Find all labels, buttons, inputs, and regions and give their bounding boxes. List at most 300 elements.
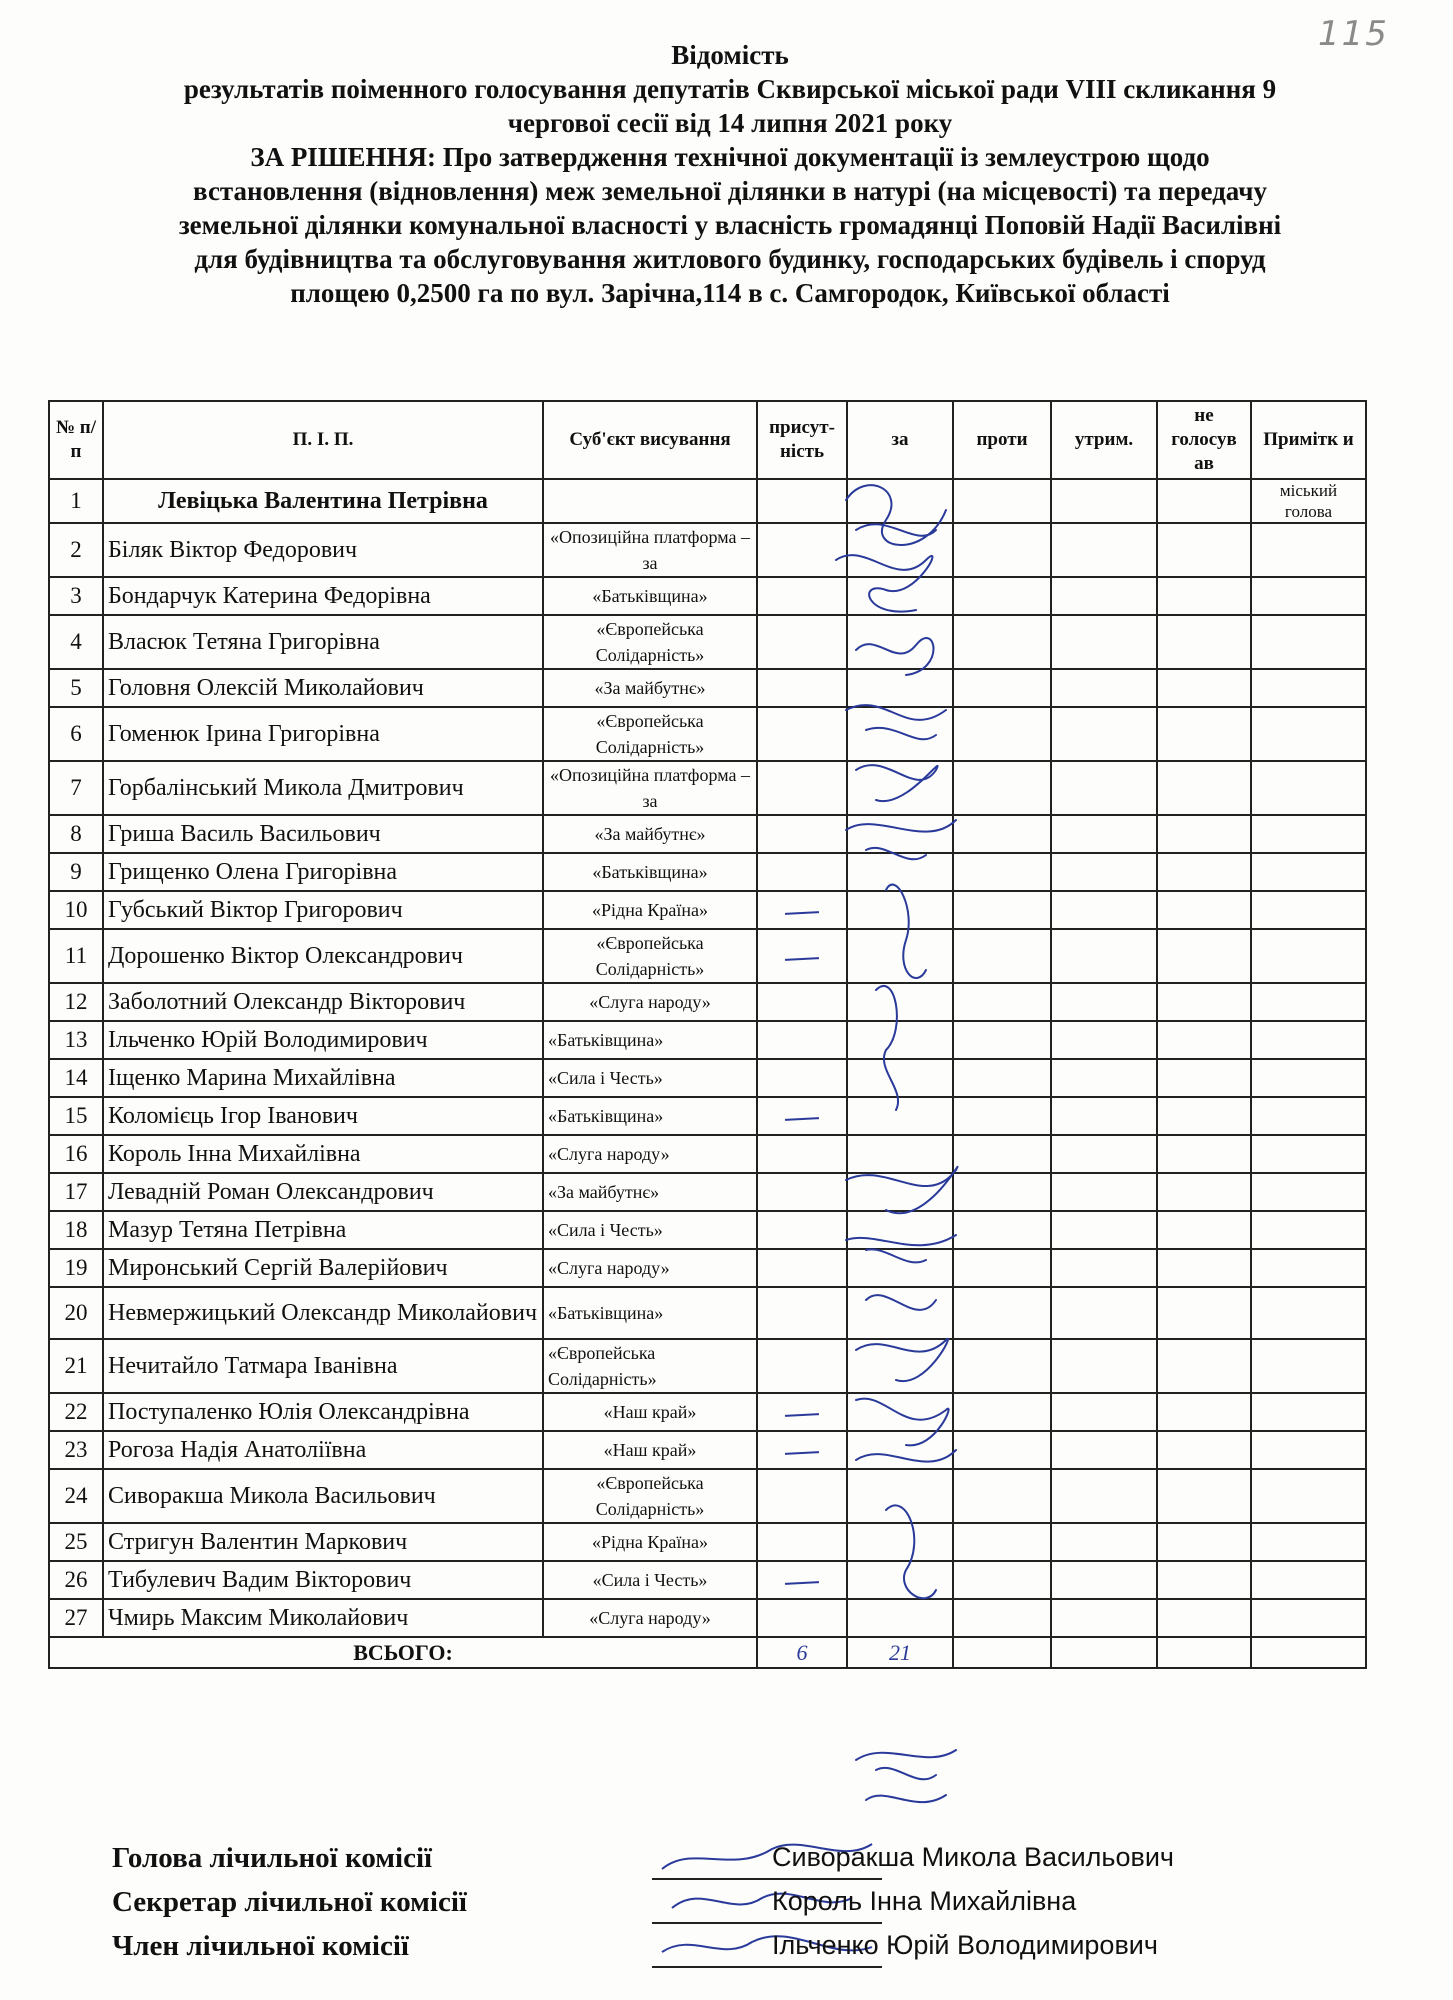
not-voted-cell (1157, 891, 1251, 929)
member-role: Член лічильної комісії (112, 1930, 409, 1962)
table-row (49, 1211, 1366, 1249)
deputy-party: «За майбутнє» (543, 669, 757, 707)
deputy-party: «Батьківщина» (543, 853, 757, 891)
vote-against-cell (953, 815, 1051, 853)
vote-against-cell (953, 523, 1051, 577)
row-number: 15 (49, 1097, 103, 1135)
not-voted-cell (1157, 669, 1251, 707)
note-cell (1251, 929, 1366, 983)
deputy-party: «Слуга народу» (543, 1599, 757, 1637)
vote-for-cell (847, 1211, 953, 1249)
total-note (1251, 1637, 1366, 1668)
note-cell (1251, 891, 1366, 929)
table-row (49, 1339, 1366, 1393)
row-number: 27 (49, 1599, 103, 1637)
vote-abstain-cell (1051, 1249, 1157, 1287)
table-row (49, 1469, 1366, 1523)
vote-abstain-cell (1051, 853, 1157, 891)
table-row (49, 929, 1366, 983)
table-row (49, 577, 1366, 615)
page-number: 115 (1318, 14, 1389, 54)
vote-for-cell (847, 669, 953, 707)
vote-for-cell (847, 1287, 953, 1339)
table-row (49, 1249, 1366, 1287)
presence-cell (757, 1469, 847, 1523)
note-cell (1251, 853, 1366, 891)
vote-for-cell (847, 891, 953, 929)
note-cell (1251, 1523, 1366, 1561)
table-row (49, 1431, 1366, 1469)
presence-cell (757, 1599, 847, 1637)
deputy-party: «Європейська Солідарність» (543, 1339, 757, 1393)
table-row (49, 707, 1366, 761)
presence-cell (757, 1287, 847, 1339)
deputy-party: «Рідна Країна» (543, 1523, 757, 1561)
vote-against-cell (953, 1339, 1051, 1393)
col-header-name: П. І. П. (103, 401, 543, 479)
deputy-name: Чмирь Максим Миколайович (103, 1599, 543, 1637)
not-voted-cell (1157, 1561, 1251, 1599)
presence-cell (757, 1135, 847, 1173)
deputy-party: «Батьківщина» (543, 577, 757, 615)
note-cell (1251, 1097, 1366, 1135)
deputy-party: «За майбутнє» (543, 1173, 757, 1211)
member-signature-line (652, 1966, 882, 1968)
vote-for-cell (847, 523, 953, 577)
vote-against-cell (953, 1469, 1051, 1523)
vote-against-cell (953, 1561, 1051, 1599)
vote-against-cell (953, 1211, 1051, 1249)
not-voted-cell (1157, 761, 1251, 815)
row-number: 17 (49, 1173, 103, 1211)
vote-abstain-cell (1051, 1135, 1157, 1173)
deputy-party: «Європейська Солідарність» (543, 615, 757, 669)
row-number: 22 (49, 1393, 103, 1431)
total-not-voted (1157, 1637, 1251, 1668)
row-number: 12 (49, 983, 103, 1021)
table-row (49, 1561, 1366, 1599)
row-number: 20 (49, 1287, 103, 1339)
counting-commission (112, 1842, 1372, 1974)
table-row (49, 853, 1366, 891)
decision-line-2: встановлення (відновлення) меж земельної ділянки в натурі (на місцевості) та передачу (193, 176, 1267, 206)
absence-dash (785, 957, 819, 961)
table-row (49, 1599, 1366, 1637)
note-cell (1251, 1021, 1366, 1059)
vote-abstain-cell (1051, 815, 1157, 853)
col-header-num: № п/п (49, 401, 103, 479)
table-row (49, 1135, 1366, 1173)
vote-for-cell (847, 1599, 953, 1637)
not-voted-cell (1157, 1021, 1251, 1059)
presence-cell (757, 707, 847, 761)
presence-cell (757, 929, 847, 983)
row-number: 19 (49, 1249, 103, 1287)
commission-row-member (112, 1930, 1372, 1974)
row-number: 5 (49, 669, 103, 707)
document-subtitle-line-1: результатів поіменного голосування депутатів Сквирської міської ради VIII скликання 9 (183, 74, 1277, 104)
vote-against-cell (953, 669, 1051, 707)
vote-abstain-cell (1051, 761, 1157, 815)
table-row (49, 479, 1366, 523)
table-row (49, 983, 1366, 1021)
vote-against-cell (953, 1393, 1051, 1431)
presence-cell (757, 1097, 847, 1135)
vote-for-cell (847, 1523, 953, 1561)
deputy-party: «Сила і Честь» (543, 1211, 757, 1249)
row-number: 8 (49, 815, 103, 853)
total-for: 21 (847, 1637, 953, 1668)
decision-line-5: площею 0,2500 га по вул. Зарічна,114 в с. Самгородок, Київської області (290, 278, 1170, 308)
note-cell (1251, 815, 1366, 853)
voting-table (48, 400, 1367, 1669)
presence-cell (757, 523, 847, 577)
vote-for-cell (847, 1469, 953, 1523)
deputy-party: «Рідна Країна» (543, 891, 757, 929)
vote-abstain-cell (1051, 577, 1157, 615)
row-number: 7 (49, 761, 103, 815)
deputy-party: «Наш край» (543, 1393, 757, 1431)
deputy-name: Горбалінський Микола Дмитрович (103, 761, 543, 815)
presence-cell (757, 853, 847, 891)
note-cell (1251, 1393, 1366, 1431)
vote-against-cell (953, 1523, 1051, 1561)
presence-cell (757, 1211, 847, 1249)
deputy-name: Левіцька Валентина Петрівна (103, 479, 543, 523)
total-against (953, 1637, 1051, 1668)
note-cell (1251, 983, 1366, 1021)
row-number: 18 (49, 1211, 103, 1249)
vote-for-cell (847, 1097, 953, 1135)
note-cell (1251, 1287, 1366, 1339)
deputy-name: Мазур Тетяна Петрівна (103, 1211, 543, 1249)
deputy-party: «Опозиційна платформа – за (543, 761, 757, 815)
vote-abstain-cell (1051, 1431, 1157, 1469)
vote-against-cell (953, 577, 1051, 615)
deputy-party: «Слуга народу» (543, 1249, 757, 1287)
table-row (49, 815, 1366, 853)
note-cell (1251, 1561, 1366, 1599)
col-header-party: Суб'єкт висування (543, 401, 757, 479)
row-number: 3 (49, 577, 103, 615)
row-number: 26 (49, 1561, 103, 1599)
col-header-not-voted: не голосув ав (1157, 401, 1251, 479)
table-row (49, 523, 1366, 577)
vote-abstain-cell (1051, 1097, 1157, 1135)
note-cell (1251, 1249, 1366, 1287)
total-presence: 6 (757, 1637, 847, 1668)
col-header-presence: присут-ність (757, 401, 847, 479)
deputy-party: «Опозиційна платформа – за (543, 523, 757, 577)
deputy-party: «За майбутнє» (543, 815, 757, 853)
vote-abstain-cell (1051, 983, 1157, 1021)
deputy-party: «Європейська Солідарність» (543, 707, 757, 761)
vote-for-cell (847, 1431, 953, 1469)
row-number: 4 (49, 615, 103, 669)
vote-for-cell (847, 1059, 953, 1097)
not-voted-cell (1157, 577, 1251, 615)
note-cell (1251, 1173, 1366, 1211)
not-voted-cell (1157, 523, 1251, 577)
vote-for-cell (847, 815, 953, 853)
table-row (49, 615, 1366, 669)
deputy-party: «Слуга народу» (543, 983, 757, 1021)
vote-against-cell (953, 707, 1051, 761)
deputy-party: «Європейська Солідарність» (543, 1469, 757, 1523)
decision-line-4: для будівництва та обслуговування житлового будинку, господарських будівель і споруд (194, 244, 1266, 274)
vote-for-cell (847, 1021, 953, 1059)
vote-abstain-cell (1051, 891, 1157, 929)
vote-abstain-cell (1051, 1059, 1157, 1097)
vote-for-cell (847, 1393, 953, 1431)
absence-dash (785, 1451, 819, 1455)
row-number: 2 (49, 523, 103, 577)
deputy-party: «Батьківщина» (543, 1021, 757, 1059)
decision-line-1: ЗА РІШЕННЯ: Про затвердження технічної документації із землеустрою щодо (250, 142, 1210, 172)
table-row (49, 669, 1366, 707)
vote-abstain-cell (1051, 1339, 1157, 1393)
table-row (49, 761, 1366, 815)
vote-for-cell (847, 1561, 953, 1599)
note-cell (1251, 1469, 1366, 1523)
deputy-name: Гриша Василь Васильович (103, 815, 543, 853)
presence-cell (757, 891, 847, 929)
note-cell (1251, 1059, 1366, 1097)
row-number: 14 (49, 1059, 103, 1097)
deputy-name: Гоменюк Ірина Григорівна (103, 707, 543, 761)
vote-against-cell (953, 1431, 1051, 1469)
not-voted-cell (1157, 1393, 1251, 1431)
table-body (49, 479, 1366, 1637)
vote-abstain-cell (1051, 615, 1157, 669)
not-voted-cell (1157, 1059, 1251, 1097)
row-number: 11 (49, 929, 103, 983)
not-voted-cell (1157, 1287, 1251, 1339)
deputy-name: Іщенко Марина Михайлівна (103, 1059, 543, 1097)
not-voted-cell (1157, 983, 1251, 1021)
vote-for-cell (847, 1249, 953, 1287)
note-cell (1251, 1599, 1366, 1637)
not-voted-cell (1157, 1523, 1251, 1561)
vote-against-cell (953, 1059, 1051, 1097)
note-cell (1251, 615, 1366, 669)
vote-against-cell (953, 891, 1051, 929)
vote-against-cell (953, 983, 1051, 1021)
vote-abstain-cell (1051, 707, 1157, 761)
vote-against-cell (953, 853, 1051, 891)
chair-name: Сиворакша Микола Васильович (772, 1842, 1174, 1872)
deputy-party: «Наш край» (543, 1431, 757, 1469)
not-voted-cell (1157, 1339, 1251, 1393)
document-header (40, 38, 1420, 310)
vote-against-cell (953, 1287, 1051, 1339)
presence-cell (757, 1339, 847, 1393)
col-header-note: Примітк и (1251, 401, 1366, 479)
note-cell (1251, 523, 1366, 577)
row-number: 13 (49, 1021, 103, 1059)
vote-abstain-cell (1051, 1523, 1157, 1561)
table-row (49, 891, 1366, 929)
presence-cell (757, 1021, 847, 1059)
deputy-name: Поступаленко Юлія Олександрівна (103, 1393, 543, 1431)
not-voted-cell (1157, 1097, 1251, 1135)
vote-abstain-cell (1051, 1021, 1157, 1059)
not-voted-cell (1157, 1135, 1251, 1173)
deputy-name: Рогоза Надія Анатоліївна (103, 1431, 543, 1469)
row-number: 6 (49, 707, 103, 761)
absence-dash (785, 1117, 819, 1121)
row-number: 25 (49, 1523, 103, 1561)
not-voted-cell (1157, 707, 1251, 761)
col-header-against: проти (953, 401, 1051, 479)
row-number: 23 (49, 1431, 103, 1469)
note-cell (1251, 669, 1366, 707)
presence-cell (757, 1059, 847, 1097)
vote-against-cell (953, 479, 1051, 523)
presence-cell (757, 1393, 847, 1431)
note-cell (1251, 1135, 1366, 1173)
col-header-for: за (847, 401, 953, 479)
deputy-party (543, 479, 757, 523)
absence-dash (785, 911, 819, 915)
total-abstain (1051, 1637, 1157, 1668)
table-row (49, 1021, 1366, 1059)
total-label: ВСЬОГО: (49, 1637, 757, 1668)
vote-abstain-cell (1051, 1599, 1157, 1637)
presence-cell (757, 479, 847, 523)
table-row (49, 1287, 1366, 1339)
presence-cell (757, 1523, 847, 1561)
not-voted-cell (1157, 615, 1251, 669)
note-cell: міський голова (1251, 479, 1366, 523)
deputy-name: Ільченко Юрій Володимирович (103, 1021, 543, 1059)
absence-dash (785, 1413, 819, 1417)
deputy-name: Сиворакша Микола Васильович (103, 1469, 543, 1523)
deputy-party: «Сила і Честь» (543, 1059, 757, 1097)
presence-cell (757, 1431, 847, 1469)
vote-against-cell (953, 1021, 1051, 1059)
table-header-row (49, 401, 1366, 479)
presence-cell (757, 761, 847, 815)
absence-dash (785, 1581, 819, 1585)
note-cell (1251, 761, 1366, 815)
deputy-name: Тибулевич Вадим Вікторович (103, 1561, 543, 1599)
vote-abstain-cell (1051, 1287, 1157, 1339)
note-cell (1251, 1339, 1366, 1393)
note-cell (1251, 707, 1366, 761)
presence-cell (757, 983, 847, 1021)
row-number: 24 (49, 1469, 103, 1523)
decision-line-3: земельної ділянки комунальної власності у власність громадянці Поповій Надії Василівні (178, 210, 1282, 240)
row-number: 21 (49, 1339, 103, 1393)
vote-against-cell (953, 615, 1051, 669)
note-cell (1251, 577, 1366, 615)
vote-for-cell (847, 707, 953, 761)
note-cell (1251, 1431, 1366, 1469)
deputy-name: Власюк Тетяна Григорівна (103, 615, 543, 669)
table-row (49, 1173, 1366, 1211)
vote-for-cell (847, 761, 953, 815)
not-voted-cell (1157, 479, 1251, 523)
vote-abstain-cell (1051, 1469, 1157, 1523)
vote-against-cell (953, 1599, 1051, 1637)
total-row (49, 1637, 1366, 1668)
deputy-party: «Слуга народу» (543, 1135, 757, 1173)
not-voted-cell (1157, 1249, 1251, 1287)
vote-abstain-cell (1051, 1211, 1157, 1249)
deputy-name: Губський Віктор Григорович (103, 891, 543, 929)
vote-against-cell (953, 1097, 1051, 1135)
row-number: 9 (49, 853, 103, 891)
presence-cell (757, 815, 847, 853)
deputy-name: Бондарчук Катерина Федорівна (103, 577, 543, 615)
chair-role: Голова лічильної комісії (112, 1842, 433, 1874)
not-voted-cell (1157, 1469, 1251, 1523)
vote-against-cell (953, 1135, 1051, 1173)
deputy-party: «Батьківщина» (543, 1097, 757, 1135)
document-title: Відомість (671, 40, 789, 70)
presence-cell (757, 1249, 847, 1287)
not-voted-cell (1157, 815, 1251, 853)
vote-for-cell (847, 615, 953, 669)
deputy-name: Дорошенко Віктор Олександрович (103, 929, 543, 983)
not-voted-cell (1157, 1599, 1251, 1637)
deputy-name: Головня Олексій Миколайович (103, 669, 543, 707)
not-voted-cell (1157, 1431, 1251, 1469)
vote-abstain-cell (1051, 929, 1157, 983)
vote-for-cell (847, 1339, 953, 1393)
deputy-name: Біляк Віктор Федорович (103, 523, 543, 577)
deputy-name: Грищенко Олена Григорівна (103, 853, 543, 891)
deputy-name: Стригун Валентин Маркович (103, 1523, 543, 1561)
vote-against-cell (953, 761, 1051, 815)
vote-abstain-cell (1051, 1173, 1157, 1211)
vote-abstain-cell (1051, 1561, 1157, 1599)
table-row (49, 1393, 1366, 1431)
table-row (49, 1097, 1366, 1135)
deputy-name: Левадній Роман Олександрович (103, 1173, 543, 1211)
vote-for-cell (847, 1135, 953, 1173)
vote-for-cell (847, 983, 953, 1021)
vote-for-cell (847, 479, 953, 523)
deputy-name: Нечитайло Татмара Іванівна (103, 1339, 543, 1393)
not-voted-cell (1157, 1173, 1251, 1211)
not-voted-cell (1157, 853, 1251, 891)
vote-for-cell (847, 1173, 953, 1211)
deputy-party: «Європейська Солідарність» (543, 929, 757, 983)
vote-abstain-cell (1051, 523, 1157, 577)
row-number: 1 (49, 479, 103, 523)
presence-cell (757, 669, 847, 707)
secretary-name: Король Інна Михайлівна (772, 1886, 1077, 1916)
deputy-party: «Батьківщина» (543, 1287, 757, 1339)
row-number: 10 (49, 891, 103, 929)
member-name: Ільченко Юрій Володимирович (772, 1930, 1158, 1960)
vote-abstain-cell (1051, 1393, 1157, 1431)
deputy-name: Невмержицький Олександр Миколайович (103, 1287, 543, 1339)
not-voted-cell (1157, 1211, 1251, 1249)
row-number: 16 (49, 1135, 103, 1173)
note-cell (1251, 1211, 1366, 1249)
presence-cell (757, 615, 847, 669)
vote-against-cell (953, 1249, 1051, 1287)
deputy-name: Заболотний Олександр Вікторович (103, 983, 543, 1021)
vote-for-cell (847, 929, 953, 983)
vote-for-cell (847, 853, 953, 891)
presence-cell (757, 1561, 847, 1599)
table-row (49, 1523, 1366, 1561)
vote-abstain-cell (1051, 479, 1157, 523)
